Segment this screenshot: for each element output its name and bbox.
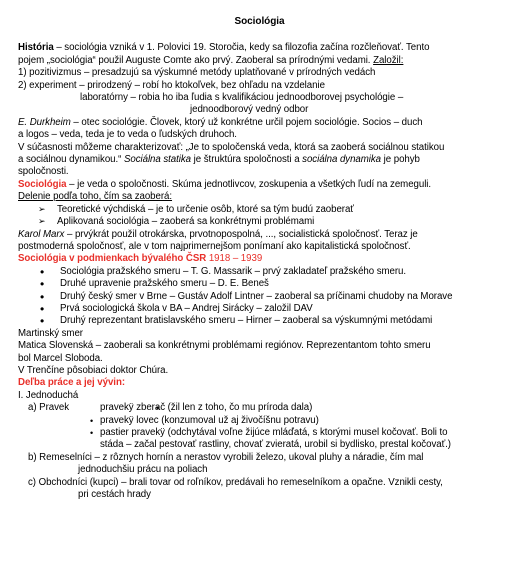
charact-text-a: a sociálnou dynamikou.“: [18, 154, 124, 166]
durkheim-line2: a logos – veda, teda je to veda o ľudských druhoch.: [18, 129, 237, 141]
history-paragraph: [18, 42, 501, 54]
characterization-line1: V súčasnosti môžeme charakterizovať: „Je to spoločenská veda, ktorá sa zaoberá sociálnou statikou: [18, 141, 445, 153]
list-item: ➢ Teoretické výchdiská – je to určenie osôb, ktoré sa tým budú zaoberať: [38, 204, 501, 216]
marx-text: – prvýkrát použil otrokárska, prvotnopospolná, ..., socialistická spoločnosť. Teraz je: [64, 228, 418, 240]
matica-line1: Matica Slovenská – zaoberali sa konkrétnymi problémami regiónov. Reprezentantom tohto smeru: [18, 340, 431, 352]
experiment-lab-cont: jednoodborový vedný odbor: [190, 104, 309, 116]
history-line2-text: pojem „sociológia“ použil Auguste Comte ako prvý. Zaoberal sa prírodnými vedami.: [18, 54, 374, 66]
prehistory-label: a) Pravek: [28, 402, 70, 414]
social-statics: Sociálna statika: [123, 154, 192, 166]
list-item: • pastier pravekÿ (odchytával voľne žijúce mláďatá, s ktorými musel kočovať. Boli to: [18, 427, 501, 439]
page-title: Sociológia: [234, 16, 285, 27]
labour-heading: Deľba práce a jej vývin:: [18, 377, 125, 389]
marx-line2: postmoderná spoločnosť, ale v tom najprimernejšom ponímaní ako kapitalistická spoločnosť.: [18, 240, 411, 252]
founded-label: Založil:: [373, 54, 404, 66]
division-list: [18, 204, 501, 229]
charact-text-c: je pohyb: [381, 154, 420, 166]
positivism-item: 1) pozitivizmus – presadzuj​ú sa výskumné metódy uplatňované v prírodných vedách: [18, 67, 376, 79]
list-item: • pravekÿ lovec (konzumoval už aj živočíšnu potravu): [18, 415, 501, 427]
list-item: • Prvá sociologická škola v BA – Andrej Sirácky – založil DAV: [40, 303, 501, 315]
history-line1: – sociológia vzniká v 1. Polovici 19. Storočia, kedy sa filozofia začína rozčleňovať. Tento: [53, 42, 430, 54]
durkheim-text: – otec sociológie. Človek, ktorý už konkrétne určil pojem sociológie. Socios – duch: [70, 116, 423, 128]
characterization-line2: [18, 154, 501, 166]
list-item: • Druhý český smer v Brne – Gustáv Adolf Lintner – zaoberal sa príčinami chudoby na Morave: [40, 291, 501, 303]
experiment-item: 2) experiment – prirodzený – robí ho ktokoľvek, bez ohľadu na vzdelanie: [18, 79, 325, 91]
list-item: ➢ Aplikovaná sociológia – zaoberá sa konkrétnymi problémami: [38, 216, 501, 228]
matica-line2: bol Marcel Sloboda.: [18, 352, 103, 364]
csr-list: [18, 266, 501, 328]
labour-section: I. Jednoduchá: [18, 389, 79, 401]
characterization-line3: spoločnosti.: [18, 166, 69, 178]
craftsmen-cont: jednoduchšiu prácu na poliach: [78, 464, 208, 476]
trencin-line: V Trenčíne pôsobiaci doktor Chúra.: [18, 364, 169, 376]
prehistory-group: [18, 402, 501, 414]
marx-name: Karol Marx: [18, 228, 65, 240]
csr-heading: [18, 253, 501, 265]
durkheim-line: [18, 117, 501, 129]
prehistory-item-text: pravekÿ zberač (žil len z toho, čo mu príroda dala): [100, 402, 313, 414]
csr-years: 1918 – 1939: [206, 253, 263, 265]
list-item: [84, 402, 501, 414]
prehistory-cont: stáda – začal pestovať rastliny, chovať zvieratá, urobil si bydlisko, prestal kočovať.): [100, 439, 451, 451]
social-dynamics: sociálna dynamika: [302, 154, 382, 166]
list-item: • Druhé upravenie pražského smeru – D. E. Beneš: [40, 278, 501, 290]
experiment-lab: laboratórny – robia ho iba ľudia s kvalifikáciou jednoodborovej psychológie –: [80, 92, 404, 104]
sociology-text: – je veda o spoločnosti. Skúma jednotlivcov, zoskupenia a všetkých ľudí na zemeguli.: [66, 178, 432, 190]
merchants-cont: pri cestách hrady: [78, 489, 151, 501]
martin-line: Martinský smer: [18, 327, 83, 339]
sociology-definition: [18, 179, 501, 191]
merchants-line: c) Obchodníci (kupci) – brali tovar od roľníkov, predávali ho remeselníkom a opačne. Vznikli cesty,: [28, 476, 443, 488]
list-item: • Sociológia pražského smeru – T. G. Massarik – prvý zakladateľ pražského smeru.: [40, 266, 501, 278]
sociology-label: Sociológia: [18, 178, 67, 190]
marx-line: [18, 229, 501, 241]
list-item: • Druhý reprezentant bratislavského smeru – Hirner – zaoberal sa výskumnými metódami: [40, 315, 501, 327]
charact-text-b: je štruktúra spoločnosti a: [191, 154, 303, 166]
division-heading: Delenie podľa toho, čím sa zaoberá:: [18, 191, 173, 203]
craftsmen-line: b) Remeselníci – z rôznych hornín a nerastov vyrobili železo, ukoval pluhy a náradie, čím mal: [28, 451, 424, 463]
durkheim-name: E. Durkheim: [18, 116, 71, 128]
history-label: História: [18, 42, 54, 54]
history-line2: [18, 55, 501, 67]
csr-heading-text: Sociológia v podmienkach bývalého ČSR: [18, 253, 207, 265]
